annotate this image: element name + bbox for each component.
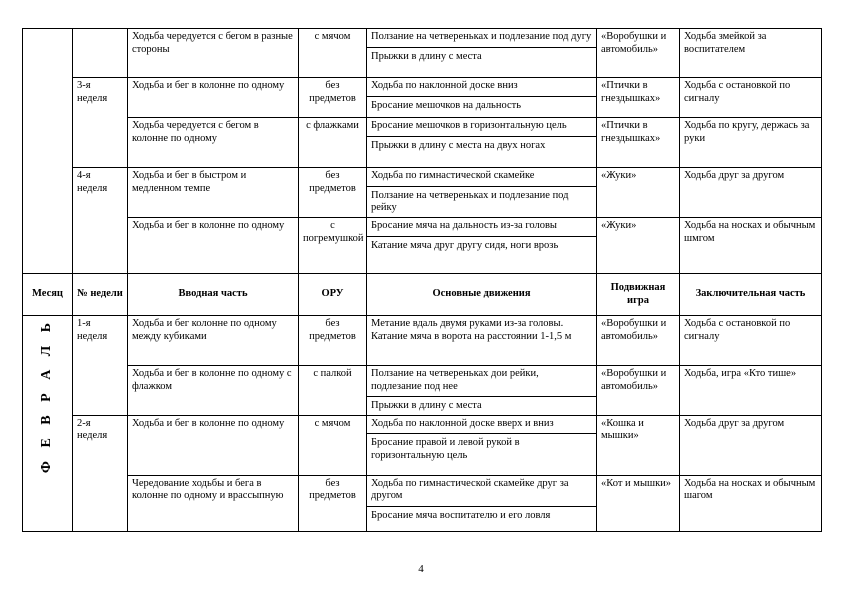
game-cell: «Жуки» — [597, 168, 680, 218]
month-name: Ф Е В Р А Л Ь — [39, 318, 55, 474]
cell-divider — [367, 47, 596, 48]
game-cell: «Воробушки и автомобиль» — [597, 29, 680, 78]
final-cell: Ходьба с остановкой по сигналу — [680, 316, 822, 366]
intro-cell: Ходьба и бег в колонне по одному — [128, 78, 299, 118]
game-cell: «Кот и мышки» — [597, 475, 680, 531]
movement-item: Бросание мешочков на дальность — [371, 99, 522, 111]
game-cell: «Жуки» — [597, 218, 680, 274]
cell-divider — [367, 433, 596, 434]
oru-cell: с флажками — [299, 118, 367, 168]
week-cell: 4-я неделя — [73, 168, 128, 274]
oru-cell: с погремушкой — [299, 218, 367, 274]
moves-cell — [367, 29, 597, 78]
week-cell: 2-я неделя — [73, 415, 128, 531]
oru-cell: без предметов — [299, 78, 367, 118]
movement-item: Катание мяча друг другу сидя, ноги врозь — [371, 239, 559, 251]
header-main: Основные движения — [367, 274, 597, 316]
oru-cell: без предметов — [299, 168, 367, 218]
movement-item: Ходьба по гимнастической скамейке друг за другом — [371, 477, 569, 501]
header-oru: ОРУ — [299, 274, 367, 316]
movement-item: Ходьба по наклонной доске вверх и вниз — [371, 417, 554, 429]
header-week: № недели — [73, 274, 128, 316]
movement-item: Ползание на четвереньках дои рейки, подлезание под нее — [371, 368, 539, 392]
movement-item: Ползание на четвереньках и подлезание под дугу — [371, 31, 592, 42]
final-cell: Ходьба по кругу, держась за руки — [680, 118, 822, 168]
table-header-row — [23, 274, 822, 316]
oru-cell: без предметов — [299, 316, 367, 366]
table-row — [23, 218, 822, 274]
movement-item: Бросание мешочков в горизонтальную цель — [371, 120, 567, 131]
cell-divider — [367, 506, 596, 507]
game-cell: «Кошка и мышки» — [597, 415, 680, 475]
movement-item: Ходьба по гимнастической скамейке — [371, 170, 535, 181]
intro-cell: Чередование ходьбы и бега в колонне по одному и врассыпную — [128, 475, 299, 531]
final-cell: Ходьба змейкой за воспитателем — [680, 29, 822, 78]
week-cell: 3-я неделя — [73, 78, 128, 168]
moves-cell — [367, 168, 597, 218]
intro-cell: Ходьба и бег в колонне по одному — [128, 415, 299, 475]
intro-cell: Ходьба чередуется с бегом в колонне по одному — [128, 118, 299, 168]
intro-cell: Ходьба и бег в колонне по одному — [128, 218, 299, 274]
moves-cell — [367, 475, 597, 531]
movement-item: Бросание мяча воспитателю и его ловля — [371, 509, 551, 521]
table-row — [23, 78, 822, 118]
game-cell: «Воробушки и автомобиль» — [597, 366, 680, 416]
table-row — [23, 118, 822, 168]
month-cell — [23, 29, 73, 274]
header-intro: Вводная часть — [128, 274, 299, 316]
table-body — [23, 29, 822, 532]
final-cell: Ходьба друг за другом — [680, 168, 822, 218]
oru-cell: с мячом — [299, 415, 367, 475]
final-cell: Ходьба на носках и обычным шмгом — [680, 218, 822, 274]
movement-item: Прыжки в длину с места на двух ногах — [371, 139, 546, 151]
moves-cell — [367, 366, 597, 416]
moves-cell — [367, 78, 597, 118]
week-cell: 1-я неделя — [73, 316, 128, 416]
final-cell: Ходьба на носках и обычным шагом — [680, 475, 822, 531]
lesson-plan-table — [22, 28, 822, 532]
movement-item: Прыжки в длину с места — [371, 400, 482, 411]
table-row — [23, 415, 822, 475]
oru-cell: без предметов — [299, 475, 367, 531]
game-cell: «Воробушки и автомобиль» — [597, 316, 680, 366]
movement-item: Ползание на четвереньках и подлезание под рейку — [371, 189, 569, 213]
moves-cell — [367, 415, 597, 475]
intro-cell: Ходьба и бег в быстром и медленном темпе — [128, 168, 299, 218]
moves-cell — [367, 218, 597, 274]
month-cell — [23, 316, 73, 532]
moves-cell — [367, 118, 597, 168]
table-row — [23, 316, 822, 366]
table-row — [23, 29, 822, 78]
cell-divider — [367, 236, 596, 237]
movement-item: Бросание правой и левой рукой в горизонтальную цель — [371, 437, 520, 461]
cell-divider — [367, 96, 596, 97]
header-final: Заключительная часть — [680, 274, 822, 316]
game-cell: «Птички в гнездышках» — [597, 118, 680, 168]
header-game: Подвижная игра — [597, 274, 680, 316]
intro-cell: Ходьба и бег в колонне по одному с флажком — [128, 366, 299, 416]
game-cell: «Птички в гнездышках» — [597, 78, 680, 118]
final-cell: Ходьба с остановкой по сигналу — [680, 78, 822, 118]
movement-item: Ходьба по наклонной доске вниз — [371, 80, 518, 91]
movement-item: Прыжки в длину с места — [371, 50, 482, 62]
cell-divider — [367, 186, 596, 187]
final-cell: Ходьба, игра «Кто тише» — [680, 366, 822, 416]
oru-cell: с мячом — [299, 29, 367, 78]
table-row — [23, 366, 822, 416]
page-number: 4 — [418, 563, 424, 575]
final-cell: Ходьба друг за другом — [680, 415, 822, 475]
intro-cell: Ходьба и бег колонне по одному между кубиками — [128, 316, 299, 366]
table-row — [23, 475, 822, 531]
movement-item: Бросание мяча на дальность из-за головы — [371, 220, 557, 231]
cell-divider — [367, 136, 596, 137]
week-cell — [73, 29, 128, 78]
cell-divider — [367, 396, 596, 397]
header-month: Месяц — [23, 274, 73, 316]
moves-cell — [367, 316, 597, 366]
table-row — [23, 168, 822, 218]
oru-cell: с палкой — [299, 366, 367, 416]
movement-item: Метание вдаль двумя руками из-за головы. Катание мяча в ворота на расстоянии 1-1,5 м — [371, 318, 572, 342]
intro-cell: Ходьба чередуется с бегом в разные стороны — [128, 29, 299, 78]
